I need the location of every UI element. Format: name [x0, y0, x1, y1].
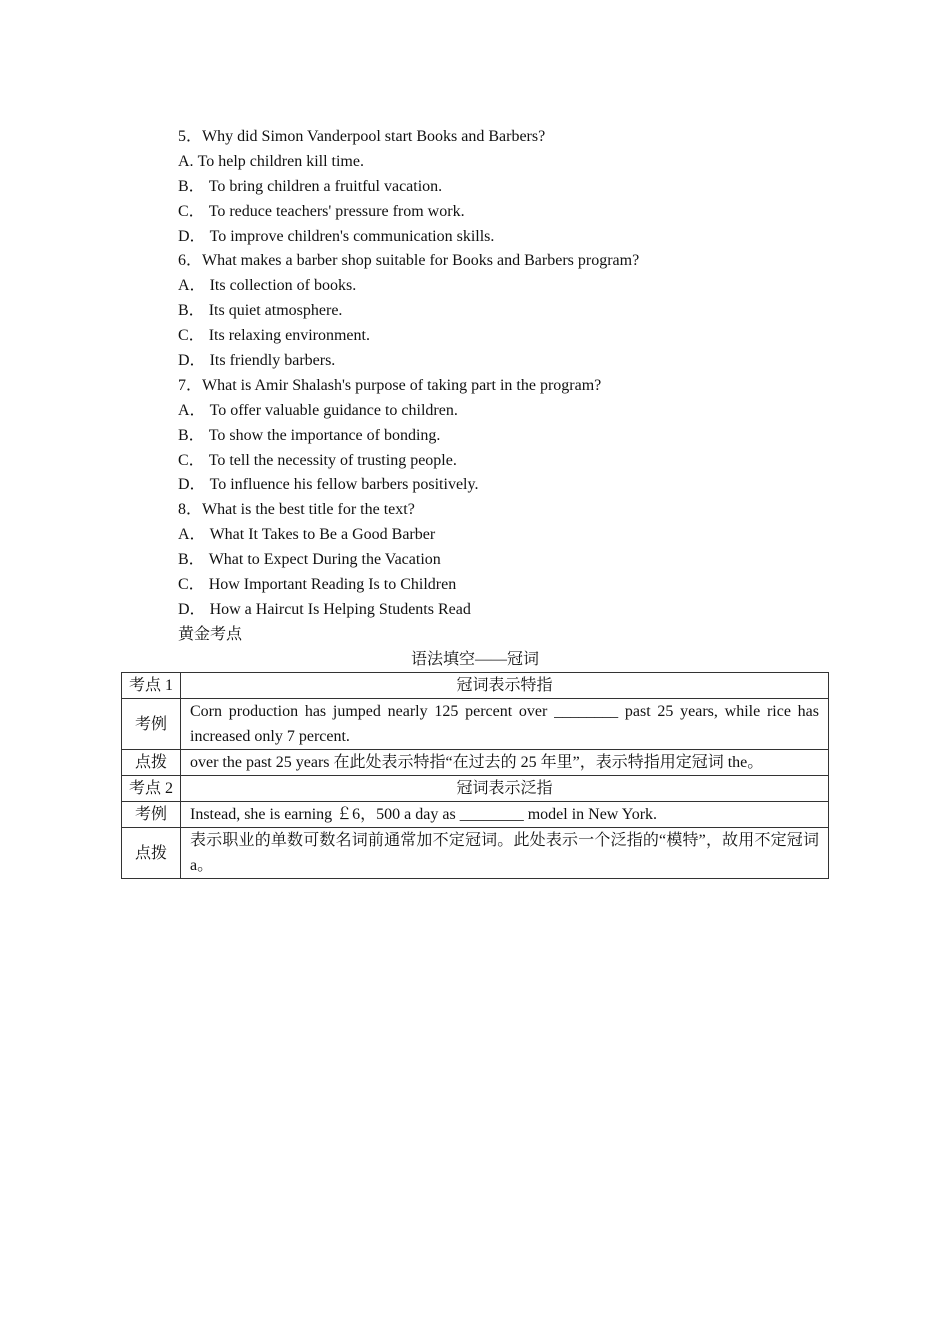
question-stem: 8．What is the best title for the text?	[178, 501, 415, 519]
option-label: C．	[178, 202, 205, 220]
table-row	[122, 828, 829, 879]
option-text: What to Expect During the Vacation	[208, 551, 441, 569]
answer-option	[178, 175, 838, 200]
option-label: A.	[178, 152, 194, 170]
option-text: Its friendly barbers.	[209, 352, 336, 370]
example-text: Corn production has jumped nearly 125 percent over ________ past 25 years, while rice has increased only 7 percent.	[181, 699, 829, 750]
option-label: B．	[178, 551, 205, 569]
option-text: Its collection of books.	[209, 277, 357, 295]
point-label: 考点 1	[122, 673, 181, 699]
option-label: A．	[178, 277, 206, 295]
answer-option	[178, 200, 838, 225]
option-label: C．	[178, 451, 205, 469]
option-text: To show the importance of bonding.	[208, 426, 441, 444]
option-text: To help children kill time.	[197, 152, 364, 170]
option-text: To tell the necessity of trusting people.	[208, 451, 457, 469]
option-label: B．	[178, 302, 205, 320]
answer-option	[178, 473, 838, 498]
option-text: To influence his fellow barbers positively.	[209, 476, 479, 494]
option-label: C．	[178, 576, 205, 594]
option-text: To offer valuable guidance to children.	[209, 401, 458, 419]
option-label: D．	[178, 600, 206, 618]
table-title: 语法填空——冠词	[410, 651, 539, 668]
option-label: B．	[178, 177, 205, 195]
option-text: To reduce teachers' pressure from work.	[208, 202, 465, 220]
answer-option	[178, 324, 838, 349]
table-row	[122, 776, 829, 802]
option-label: D．	[178, 227, 206, 245]
option-label: A．	[178, 526, 206, 544]
section-title: 黄金考点	[178, 625, 243, 643]
example-label: 考例	[122, 802, 181, 828]
example-label: 考例	[122, 699, 181, 750]
point-title: 冠词表示泛指	[181, 776, 829, 802]
answer-option	[178, 449, 838, 474]
tip-label: 点拨	[122, 828, 181, 879]
answer-option	[178, 274, 838, 299]
option-text: What It Takes to Be a Good Barber	[209, 526, 436, 544]
tip-text: 表示职业的单数可数名词前通常加不定冠词。此处表示一个泛指的“模特”，故用不定冠词 a。	[181, 828, 829, 879]
reading-questions	[178, 125, 838, 648]
option-text: To improve children's communication skills.	[209, 227, 495, 245]
tip-text: over the past 25 years 在此处表示特指“在过去的 25 年里”，表示特指用定冠词 the。	[181, 750, 829, 776]
option-text: How a Haircut Is Helping Students Read	[209, 600, 471, 618]
question-stem: 6．What makes a barber shop suitable for Books and Barbers program?	[178, 252, 640, 270]
point-label: 考点 2	[122, 776, 181, 802]
answer-option	[178, 299, 838, 324]
answer-option	[178, 349, 838, 374]
answer-option	[178, 225, 838, 250]
option-label: B．	[178, 426, 205, 444]
answer-option	[178, 150, 838, 175]
option-label: C．	[178, 327, 205, 345]
point-title: 冠词表示特指	[181, 673, 829, 699]
table-row	[122, 673, 829, 699]
question-stem: 7．What is Amir Shalash's purpose of taking part in the program?	[178, 376, 602, 394]
table-row	[122, 699, 829, 750]
table-row	[122, 802, 829, 828]
answer-option	[178, 523, 838, 548]
option-label: D．	[178, 352, 206, 370]
grammar-table	[121, 672, 829, 879]
answer-option	[178, 598, 838, 623]
option-text: To bring children a fruitful vacation.	[208, 177, 443, 195]
tip-label: 点拨	[122, 750, 181, 776]
answer-option	[178, 399, 838, 424]
option-label: D．	[178, 476, 206, 494]
answer-option	[178, 548, 838, 573]
option-text: Its quiet atmosphere.	[208, 302, 343, 320]
question-stem: 5．Why did Simon Vanderpool start Books and Barbers?	[178, 128, 546, 145]
option-label: A．	[178, 401, 206, 419]
answer-option	[178, 573, 838, 598]
table-row	[122, 750, 829, 776]
answer-option	[178, 424, 838, 449]
option-text: How Important Reading Is to Children	[208, 576, 457, 594]
example-text: Instead, she is earning ￡6，500 a day as ________ model in New York.	[181, 802, 829, 828]
option-text: Its relaxing environment.	[208, 327, 370, 345]
